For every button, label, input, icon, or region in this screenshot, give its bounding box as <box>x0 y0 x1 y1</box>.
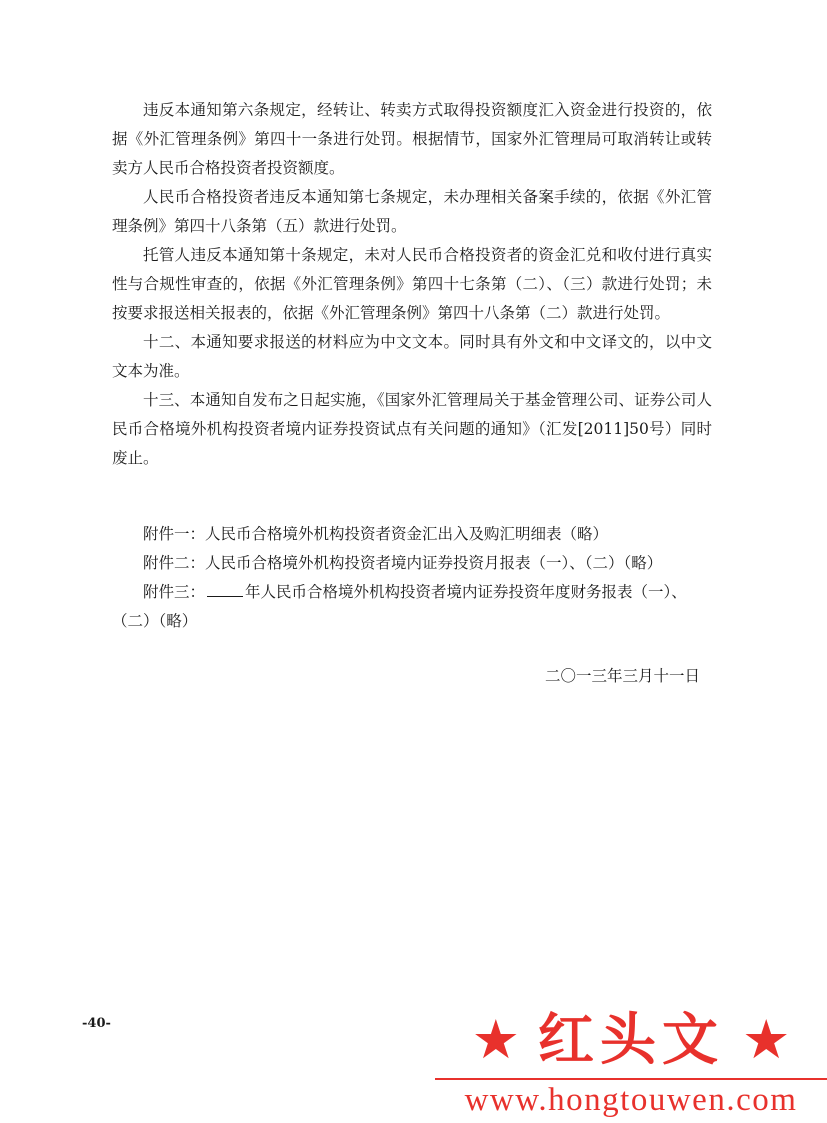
attachment-3-prefix: 附件三： <box>143 583 206 601</box>
issue-date: 二〇一三年三月十一日 <box>544 667 700 685</box>
attachment-3 <box>112 578 712 636</box>
paragraph-item-13: 十三、本通知自发布之日起实施，《国家外汇管理局关于基金管理公司、证券公司人民币合格境外机构投资者境内证券投资试点有关问题的通知》（汇发[2011]50号）同时废止。 <box>112 391 712 467</box>
attachment-2: 附件二：人民币合格境外机构投资者境内证券投资月报表（一）、（二）（略） <box>143 554 663 572</box>
watermark-url: www.hongtouwen.com <box>464 1082 798 1118</box>
paragraph-violation-article-6: 违反本通知第六条规定，经转让、转卖方式取得投资额度汇入资金进行投资的，依据《外汇管理条例》第四十一条进行处罚。根据情节，国家外汇管理局可取消转让或转卖方人民币合格投资者投资额度。 <box>112 101 712 177</box>
paragraph-custodian-violation: 托管人违反本通知第十条规定，未对人民币合格投资者的资金汇兑和收付进行真实性与合规性审查的，依据《外汇管理条例》第四十七条第（二）、（三）款进行处罚；未按要求报送相关报表的，依据《外汇管理条例》第四十八条第（二）款进行处罚。 <box>112 246 712 322</box>
hongtouwen-watermark <box>435 1004 827 1123</box>
attachment-3-title: 年人民币合格境外机构投资者境内证券投资年度财务报表（一）、（二）（略） <box>112 583 687 630</box>
year-blank-line <box>207 582 243 597</box>
watermark-title-row <box>435 1004 827 1076</box>
paragraph-violation-article-7: 人民币合格投资者违反本通知第七条规定，未办理相关备案手续的，依据《外汇管理条例》第四十八条第（五）款进行处罚。 <box>112 188 712 235</box>
attachment-1: 附件一：人民币合格境外机构投资者资金汇出入及购汇明细表（略） <box>143 525 609 543</box>
page-number: -40- <box>82 1016 111 1031</box>
attachments-list <box>112 520 712 636</box>
watermark-title: 红头文 <box>538 1007 724 1073</box>
paragraph-item-12: 十二、本通知要求报送的材料应为中文文本。同时具有外文和中文译文的，以中文文本为准。 <box>112 333 712 380</box>
star-icon: ★ <box>742 1008 791 1071</box>
star-icon: ★ <box>471 1008 520 1071</box>
document-body <box>112 96 712 473</box>
